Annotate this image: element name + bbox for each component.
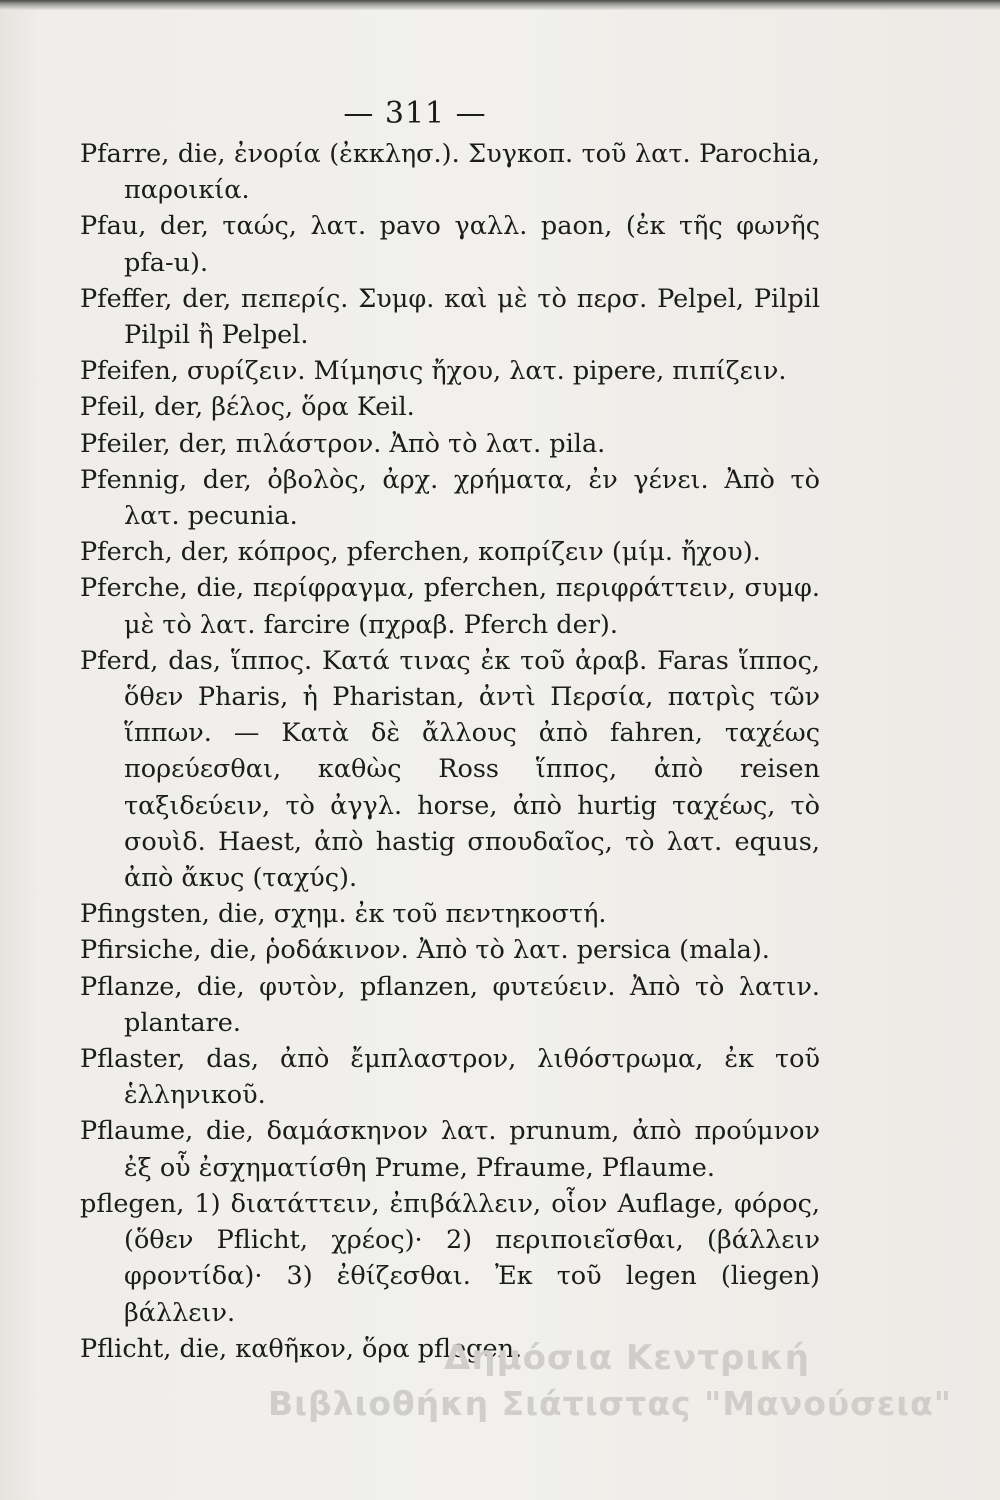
entry-pferche: Pferche, die, περίφραγμα, pferchen, περιφράττειν, συμφ. μὲ τὸ λατ. farcire (πχραβ. Pferch der). [80, 573, 820, 640]
entry-pflaume: Pflaume, die, δαμάσκηνον λατ. prunum, ἀπὸ προύμνον ἐξ οὗ ἐσχηματίσθη Prume, Pfraume, Pflaume. [80, 1116, 820, 1183]
entry-pferd: Pferd, das, ἵππος. Κατά τινας ἐκ τοῦ ἀραβ. Faras ἵππος, ὅθεν Pharis, ἡ Pharistan, ἀντὶ Περσία, πατρὶς τῶν ἵππων. — Κατὰ δὲ ἄλλους ἀπὸ fahren, ταχέως πορεύεσθαι, καθὼς Ross ἵππος, ἀπὸ reisen ταξιδεύειν, τὸ ἀγγλ. horse, ἀπὸ hurtig ταχέως, τὸ σουὶδ. Haest, ἀπὸ hastig σπουδαῖος, τὸ λατ. equus, ἀπὸ ἄκυς (ταχύς). [80, 645, 820, 894]
entry-pfingsten: Pfingsten, die, σχημ. ἐκ τοῦ πεντηκοστή. [80, 899, 607, 930]
entry-pfeffer: Pfeffer, der, πεπερίς. Συμφ. καὶ μὲ τὸ περσ. Pelpel, Pilpil Pilpil ἢ Pelpel. [80, 283, 820, 351]
entry-pfeiler: Pfeiler, der, πιλάστρον. Ἀπὸ τὸ λατ. pila. [80, 428, 606, 459]
library-watermark-line2: Βιβλιοθήκη Σιάτιστας "Μανούσεια" [267, 1384, 952, 1423]
entry-pfau: Pfau, der, ταώς, λατ. pavo γαλλ. paon, (ἐκ τῆς φωνῆς pfa-u). [80, 211, 820, 278]
entry-pferch: Pferch, der, κόπρος, pferchen, κοπρίζειν (μίμ. ἤχου). [80, 537, 761, 568]
dictionary-entries [80, 136, 820, 1367]
page-number: — 311 — [343, 96, 487, 131]
page-top-edge [0, 0, 1000, 10]
entry-pflegen: pflegen, 1) διατάττειν, ἐπιβάλλειν, οἷον Auflage, φόρος, (ὅθεν Pflicht, χρέος)· 2) περιποιεῖσθαι, (βάλλειν φροντίδα)· 3) ἐθίζεσθαι. Ἐκ τοῦ legen (liegen) βάλλειν. [80, 1188, 820, 1328]
entry-pfarre: Pfarre, die, ἐνορία (ἐκκλησ.). Συγκοπ. τοῦ λατ. Parochia, παροικία. [80, 139, 820, 206]
entry-pfeil: Pfeil, der, βέλος, ὅρα Keil. [80, 392, 415, 423]
entry-pflaster: Pflaster, das, ἀπὸ ἔμπλαστρον, λιθόστρωμα, ἐκ τοῦ ἑλληνικοῦ. [80, 1044, 820, 1111]
library-watermark-line1: Δημόσια Κεντρική [444, 1338, 810, 1378]
entry-pfirsiche: Pfirsiche, die, ῥοδάκινον. Ἀπὸ τὸ λατ. persica (mala). [80, 935, 770, 966]
entry-pfennig: Pfennig, der, ὀβολὸς, ἀρχ. χρήματα, ἐν γένει. Ἀπὸ τὸ λατ. pecunia. [80, 464, 820, 532]
entry-pflicht: Pflicht, die, καθῆκον, ὅρα pflegen. [80, 1333, 523, 1364]
entry-pflanze: Pflanze, die, φυτὸν, pflanzen, φυτεύειν. Ἀπὸ τὸ λατιν. plantare. [80, 971, 820, 1038]
entry-pfeifen: Pfeifen, συρίζειν. Μίμησις ἤχου, λατ. pipere, πιπίζειν. [80, 356, 787, 387]
